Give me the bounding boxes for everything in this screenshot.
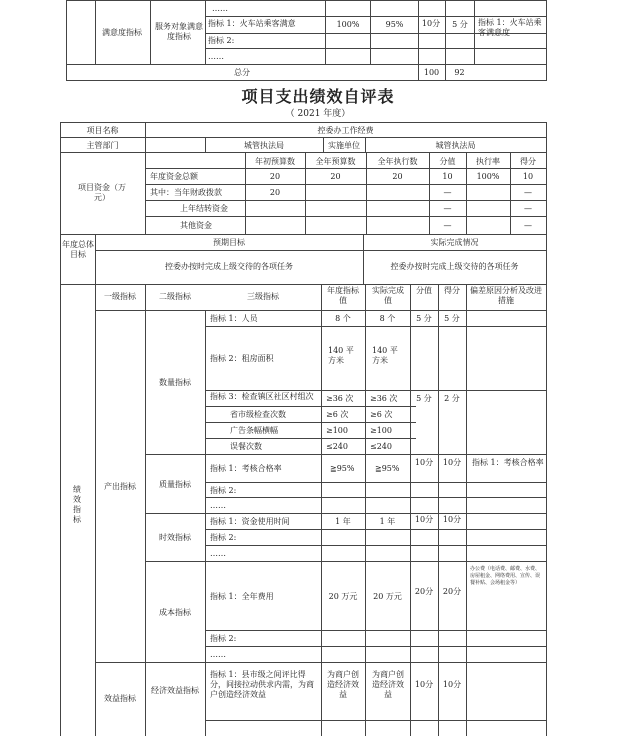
funds-cell: —: [524, 204, 532, 213]
t1-score: 10分: [442, 515, 462, 524]
ql-ellipsis: ……: [210, 501, 226, 510]
dept-label: 主管部门: [86, 141, 119, 150]
funds-cell: 100%: [476, 172, 500, 181]
q1-actual: 8 个: [379, 314, 396, 323]
e1-target: 为商户创造经济效益: [327, 670, 359, 699]
c1-score: 20分: [442, 587, 462, 596]
ql1-score: 10分: [442, 458, 462, 467]
funds-header: 得分: [520, 157, 536, 166]
funds-header: 全年执行数: [377, 157, 418, 166]
ql1-label: 指标 1：考核合格率: [210, 464, 282, 473]
funds-cell: —: [443, 221, 452, 230]
e1-actual: 为商户创造经济效益: [372, 670, 404, 699]
t1-actual: 1 年: [379, 517, 396, 526]
q3-score: 2 分: [444, 394, 460, 403]
ql2-label: 指标 2:: [210, 486, 237, 495]
e1-label: 指标 1：县市级之间评比得分，间接拉动供求内需，为商户创造经济效益: [210, 670, 314, 699]
q3-score-max: 5 分: [416, 394, 432, 403]
q4-label: 省市级检查次数: [230, 410, 286, 419]
q6-actual: ≤240: [370, 442, 392, 451]
ql1-note: 指标 1：考核合格率: [472, 458, 544, 467]
funds-row-name: 上年结转资金: [180, 204, 228, 213]
satisfaction-l1-label: 满意度指标: [102, 28, 142, 37]
q1-score: 5 分: [444, 314, 460, 323]
q3-actual: ≥36 次: [370, 394, 398, 403]
indicator-1-label: 指标 1：火车站乘客满意: [208, 19, 296, 28]
funds-cell: 20: [330, 172, 341, 181]
goals-expected: 控委办按时完成上级交待的各项任务: [165, 262, 293, 271]
q2-target: 140 平方米: [328, 346, 354, 365]
goals-actual: 控委办按时完成上级交待的各项任务: [390, 262, 519, 271]
cost-label: 成本指标: [159, 608, 191, 617]
q3-label: 指标 3：检查镇区社区村组次: [210, 392, 314, 401]
goals-expected-header: 预期目标: [213, 238, 245, 247]
ellipsis-row-2: ……: [208, 52, 224, 61]
funds-row-name: 其他资金: [180, 221, 212, 230]
total-label: 总分: [234, 68, 250, 77]
t1-target: 1 年: [335, 517, 351, 526]
q6-label: 误餐次数: [230, 442, 262, 451]
funds-header: 执行率: [476, 157, 500, 166]
funds-cell: 10: [522, 172, 534, 181]
benefit-label: 效益指标: [104, 694, 136, 703]
c-ellipsis: ……: [210, 650, 226, 659]
impl-value: 城管执法局: [435, 141, 476, 150]
e1-score: 10分: [442, 680, 462, 689]
q1-score-max: 5 分: [416, 314, 432, 323]
perf-label: 绩效指标: [73, 485, 81, 524]
indicator-1-score: 5 分: [452, 20, 468, 29]
c1-label: 指标 1：全年费用: [210, 592, 274, 601]
q1-label: 指标 1：人员: [210, 314, 258, 323]
c1-score-max: 20分: [414, 587, 434, 596]
ellipsis-row: ……: [212, 4, 228, 13]
t1-label: 指标 1：资金使用时间: [210, 517, 290, 526]
quality-label: 质量指标: [159, 480, 191, 489]
c1-note: 办公费（电话费、邮费、水费、房屋租金、网络费用、宣传、误餐补贴、会场租金等）: [470, 566, 541, 586]
q6-target: ≤240: [326, 442, 348, 451]
page-title: 项目支出绩效自评表: [241, 87, 395, 106]
funds-label: 项目资金（万元）: [78, 183, 126, 202]
q2-actual: 140 平方米: [372, 346, 398, 365]
funds-cell: 10: [442, 172, 453, 181]
dept-value: 城管执法局: [244, 141, 284, 150]
funds-cell: 20: [269, 172, 281, 181]
q5-actual: ≥100: [370, 426, 392, 435]
indicator-1-actual: 95%: [385, 20, 404, 29]
funds-cell: —: [443, 204, 452, 213]
funds-header: 年初预算数: [255, 157, 295, 166]
indicator-2-label: 指标 2:: [208, 36, 235, 45]
t1-score-max: 10分: [414, 515, 434, 524]
q5-target: ≥100: [326, 426, 348, 435]
funds-row-name: 年度资金总额: [150, 172, 198, 181]
funds-cell: —: [524, 188, 532, 197]
perf-header-l2: 二级指标: [159, 292, 191, 301]
total-score: 92: [454, 68, 465, 77]
funds-cell: 20: [269, 188, 281, 197]
q2-label: 指标 2：租房面积: [210, 354, 274, 363]
perf-header-score-max: 分值: [416, 286, 432, 295]
impl-label: 实施单位: [328, 141, 360, 150]
econ-label: 经济效益指标: [151, 686, 199, 695]
indicator-1-note: 指标 1：火车站乘客满意度: [478, 18, 542, 37]
perf-header-reason: 偏差原因分析及改进措施: [470, 286, 542, 305]
perf-header-score: 得分: [444, 286, 460, 295]
funds-cell: —: [524, 221, 532, 230]
q3-target: ≥36 次: [326, 394, 354, 403]
project-name: 控委办工作经费: [317, 126, 374, 135]
indicator-1-target: 100%: [336, 20, 360, 29]
ql1-score-max: 10分: [414, 458, 434, 467]
funds-cell: 20: [392, 172, 403, 181]
c1-actual: 20 万元: [373, 592, 402, 601]
ql1-actual: ≧95%: [375, 464, 400, 473]
q4-actual: ≥6 次: [370, 410, 393, 419]
funds-cell: —: [443, 188, 452, 197]
ql1-target: ≧95%: [330, 464, 355, 473]
q4-target: ≥6 次: [326, 410, 349, 419]
funds-header: 分值: [439, 157, 456, 166]
goals-label: 年度总体目标: [62, 240, 94, 259]
t-ellipsis: ……: [210, 549, 226, 558]
t2-label: 指标 2:: [210, 533, 237, 542]
output-label: 产出指标: [104, 482, 136, 491]
total-max: 100: [423, 68, 440, 77]
perf-header-l3: 三级指标: [247, 292, 279, 301]
perf-header-l1: 一级指标: [104, 292, 136, 301]
goals-actual-header: 实际完成情况: [430, 238, 479, 247]
indicator-1-score-max: 10分: [421, 19, 441, 28]
perf-header-actual: 实际完成值: [372, 286, 404, 305]
e1-score-max: 10分: [414, 680, 434, 689]
satisfaction-l2-label: 服务对象满意度指标: [155, 22, 203, 41]
funds-header: 全年预算数: [315, 157, 356, 166]
project-name-label: 项目名称: [86, 126, 119, 135]
q1-target: 8 个: [335, 314, 351, 323]
quantity-label: 数量指标: [159, 378, 191, 387]
perf-header-target: 年度指标值: [327, 286, 359, 305]
c2-label: 指标 2:: [210, 634, 237, 643]
time-label: 时效指标: [159, 533, 191, 542]
c1-target: 20 万元: [328, 592, 358, 601]
funds-row-name: 其中：当年财政拨款: [150, 188, 222, 197]
q5-label: 广告条幅横幅: [230, 426, 278, 435]
year-line: （ 2021 年度）: [285, 109, 351, 119]
